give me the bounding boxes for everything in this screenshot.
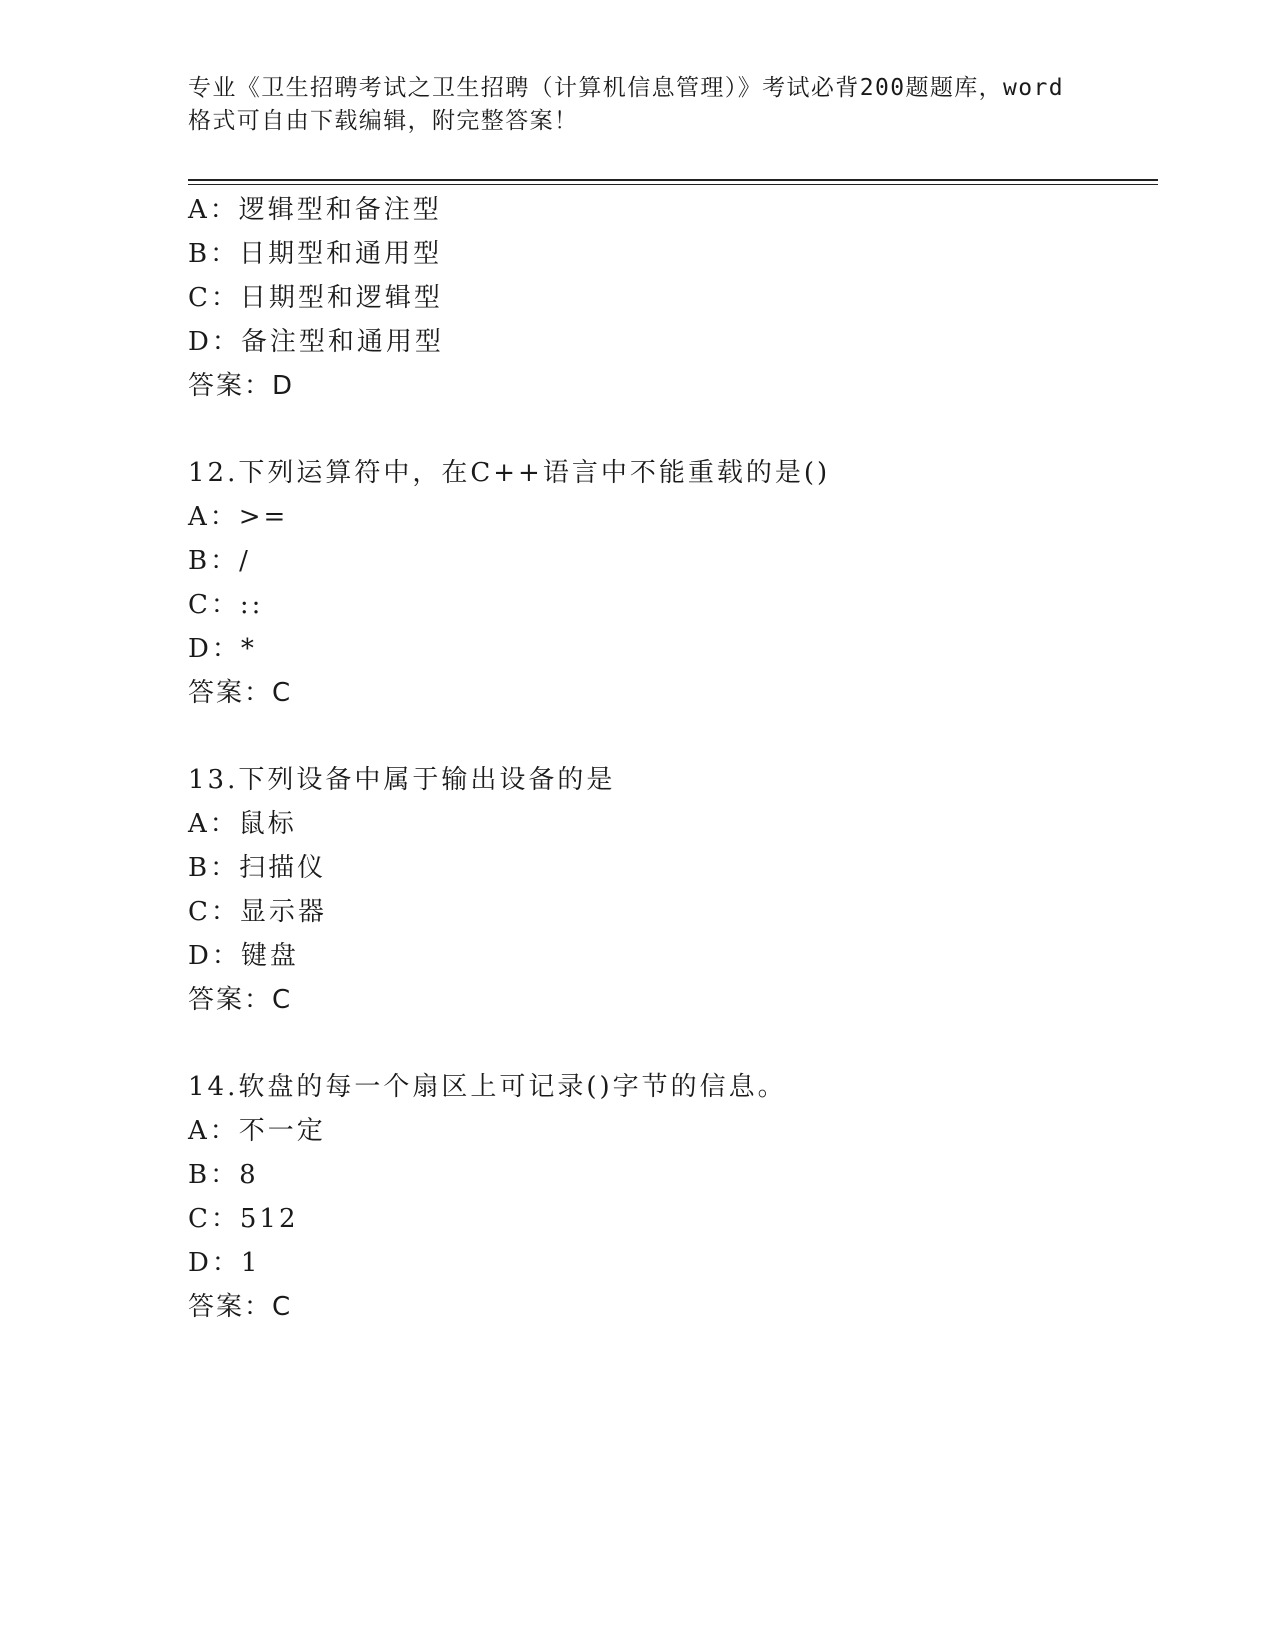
- q13-question: 13.下列设备中属于输出设备的是: [188, 765, 616, 795]
- header-line-2: 格式可自由下载编辑，附完整答案！: [188, 108, 579, 134]
- q11-answer: 答案：D: [188, 371, 295, 401]
- q12-option-b: B：/: [188, 546, 251, 576]
- q12-answer: 答案：C: [188, 678, 293, 708]
- header-line-1: 专业《卫生招聘考试之卫生招聘（计算机信息管理）》考试必背200题题库，word: [188, 75, 1065, 101]
- q11-option-a: A：逻辑型和备注型: [188, 195, 442, 225]
- q12-option-a: A：>=: [188, 502, 289, 532]
- q13-option-c: C：显示器: [188, 897, 327, 927]
- q14-answer: 答案：C: [188, 1292, 293, 1322]
- q14-option-b: B：8: [188, 1160, 259, 1190]
- q11-option-d: D：备注型和通用型: [188, 327, 444, 357]
- q14-option-d: D：1: [188, 1248, 261, 1278]
- q12-option-d: D：*: [188, 634, 257, 664]
- q12-question: 12.下列运算符中，在C++语言中不能重载的是(): [188, 458, 831, 488]
- header-divider-thin: [188, 184, 1158, 185]
- q14-question: 14.软盘的每一个扇区上可记录()字节的信息。: [188, 1072, 787, 1102]
- q13-option-d: D：键盘: [188, 941, 299, 971]
- q14-option-a: A：不一定: [188, 1116, 326, 1146]
- q14-option-c: C：512: [188, 1204, 299, 1234]
- document-header: [188, 72, 1088, 138]
- q13-option-b: B：扫描仪: [188, 853, 327, 883]
- header-divider-thick: [188, 179, 1158, 181]
- q13-answer: 答案：C: [188, 985, 293, 1015]
- q13-option-a: A：鼠标: [188, 809, 297, 839]
- q11-option-c: C：日期型和逻辑型: [188, 283, 443, 313]
- q12-option-c: C：::: [188, 590, 264, 620]
- q11-option-b: B：日期型和通用型: [188, 239, 443, 269]
